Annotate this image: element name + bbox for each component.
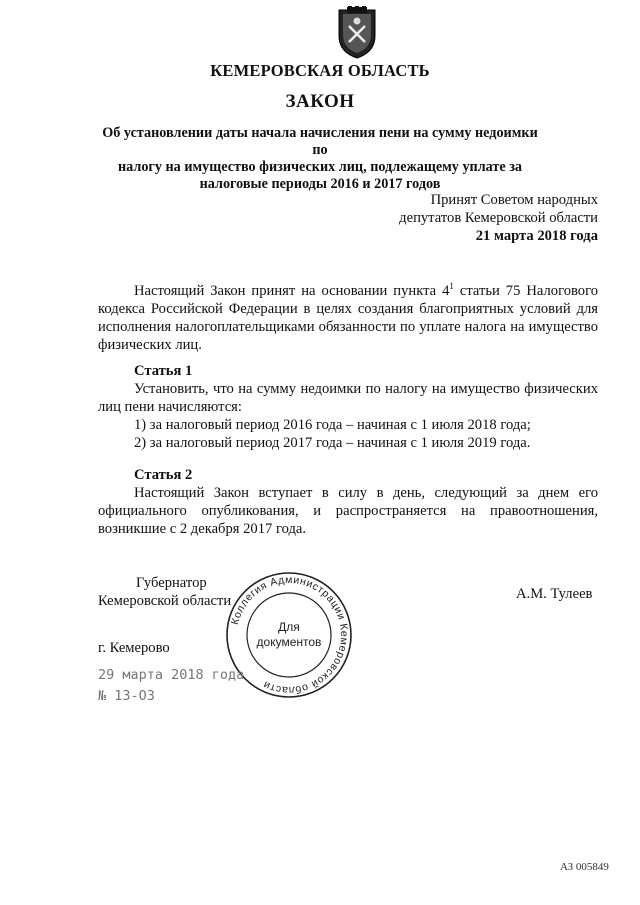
preamble-text-start: Настоящий Закон принят на основании пункта 4 <box>134 282 450 299</box>
article-1-heading: Статья 1 <box>134 363 193 379</box>
article-1-item: 2) за налоговый период 2017 года – начиная с 1 июля 2019 года. <box>134 435 531 451</box>
adoption-block <box>300 191 598 245</box>
document-type: ЗАКОН <box>285 91 355 112</box>
law-title <box>100 125 540 193</box>
stamp-ring-text: Коллегия Администрации Кемеровской области <box>229 573 351 697</box>
signatory-position-line: Губернатор <box>136 575 207 591</box>
law-title-line: налогу на имущество физических лиц, подлежащему уплате за <box>117 159 523 175</box>
article-1-item: 1) за налоговый период 2016 года – начиная с 1 июля 2018 года; <box>134 417 531 433</box>
adoption-date: 21 марта 2018 года <box>475 228 598 244</box>
signatory-position <box>98 574 231 610</box>
adoption-line: Принят Советом народных <box>430 192 598 208</box>
region-name: КЕМЕРОВСКАЯ ОБЛАСТЬ <box>210 61 430 80</box>
signing-date: 29 марта 2018 года <box>98 667 245 683</box>
law-title-line: налоговые периоды 2016 и 2017 годов <box>199 176 441 192</box>
place-of-signing: г. Кемерово <box>98 640 170 656</box>
preamble-text-end: статьи 75 Налогового кодекса Российской Федерации в целях создания благоприятных условий для исполнения налогоплательщиками обязанности по уплате налога на имущество физических лиц. <box>98 282 598 353</box>
article-2 <box>98 466 598 538</box>
coat-of-arms-icon <box>333 6 381 60</box>
law-number: № 13-ОЗ <box>98 688 155 704</box>
document-serial-code: АЗ 005849 <box>560 861 609 873</box>
law-title-line: Об установлении даты начала начисления пени на сумму недоимки по <box>102 125 538 158</box>
stamp-center-line: документов <box>256 635 322 649</box>
preamble-superscript: 1 <box>449 281 454 291</box>
stamp-center-line: Для <box>278 620 300 634</box>
article-2-text: Настоящий Закон вступает в силу в день, следующий за днем его официального опубликования, и распространяется на правоотношения, возникшие с 2 декабря 2017 года. <box>98 485 598 537</box>
article-1-text: Установить, что на сумму недоимки по налогу на имущество физических лиц пени начисляются: <box>98 381 598 415</box>
preamble <box>98 277 598 354</box>
article-1 <box>98 362 598 452</box>
article-2-heading: Статья 2 <box>134 467 193 483</box>
adoption-line: депутатов Кемеровской области <box>399 210 598 226</box>
signatory-name: А.М. Тулеев <box>516 586 593 602</box>
signatory-position-line: Кемеровской области <box>98 593 232 609</box>
